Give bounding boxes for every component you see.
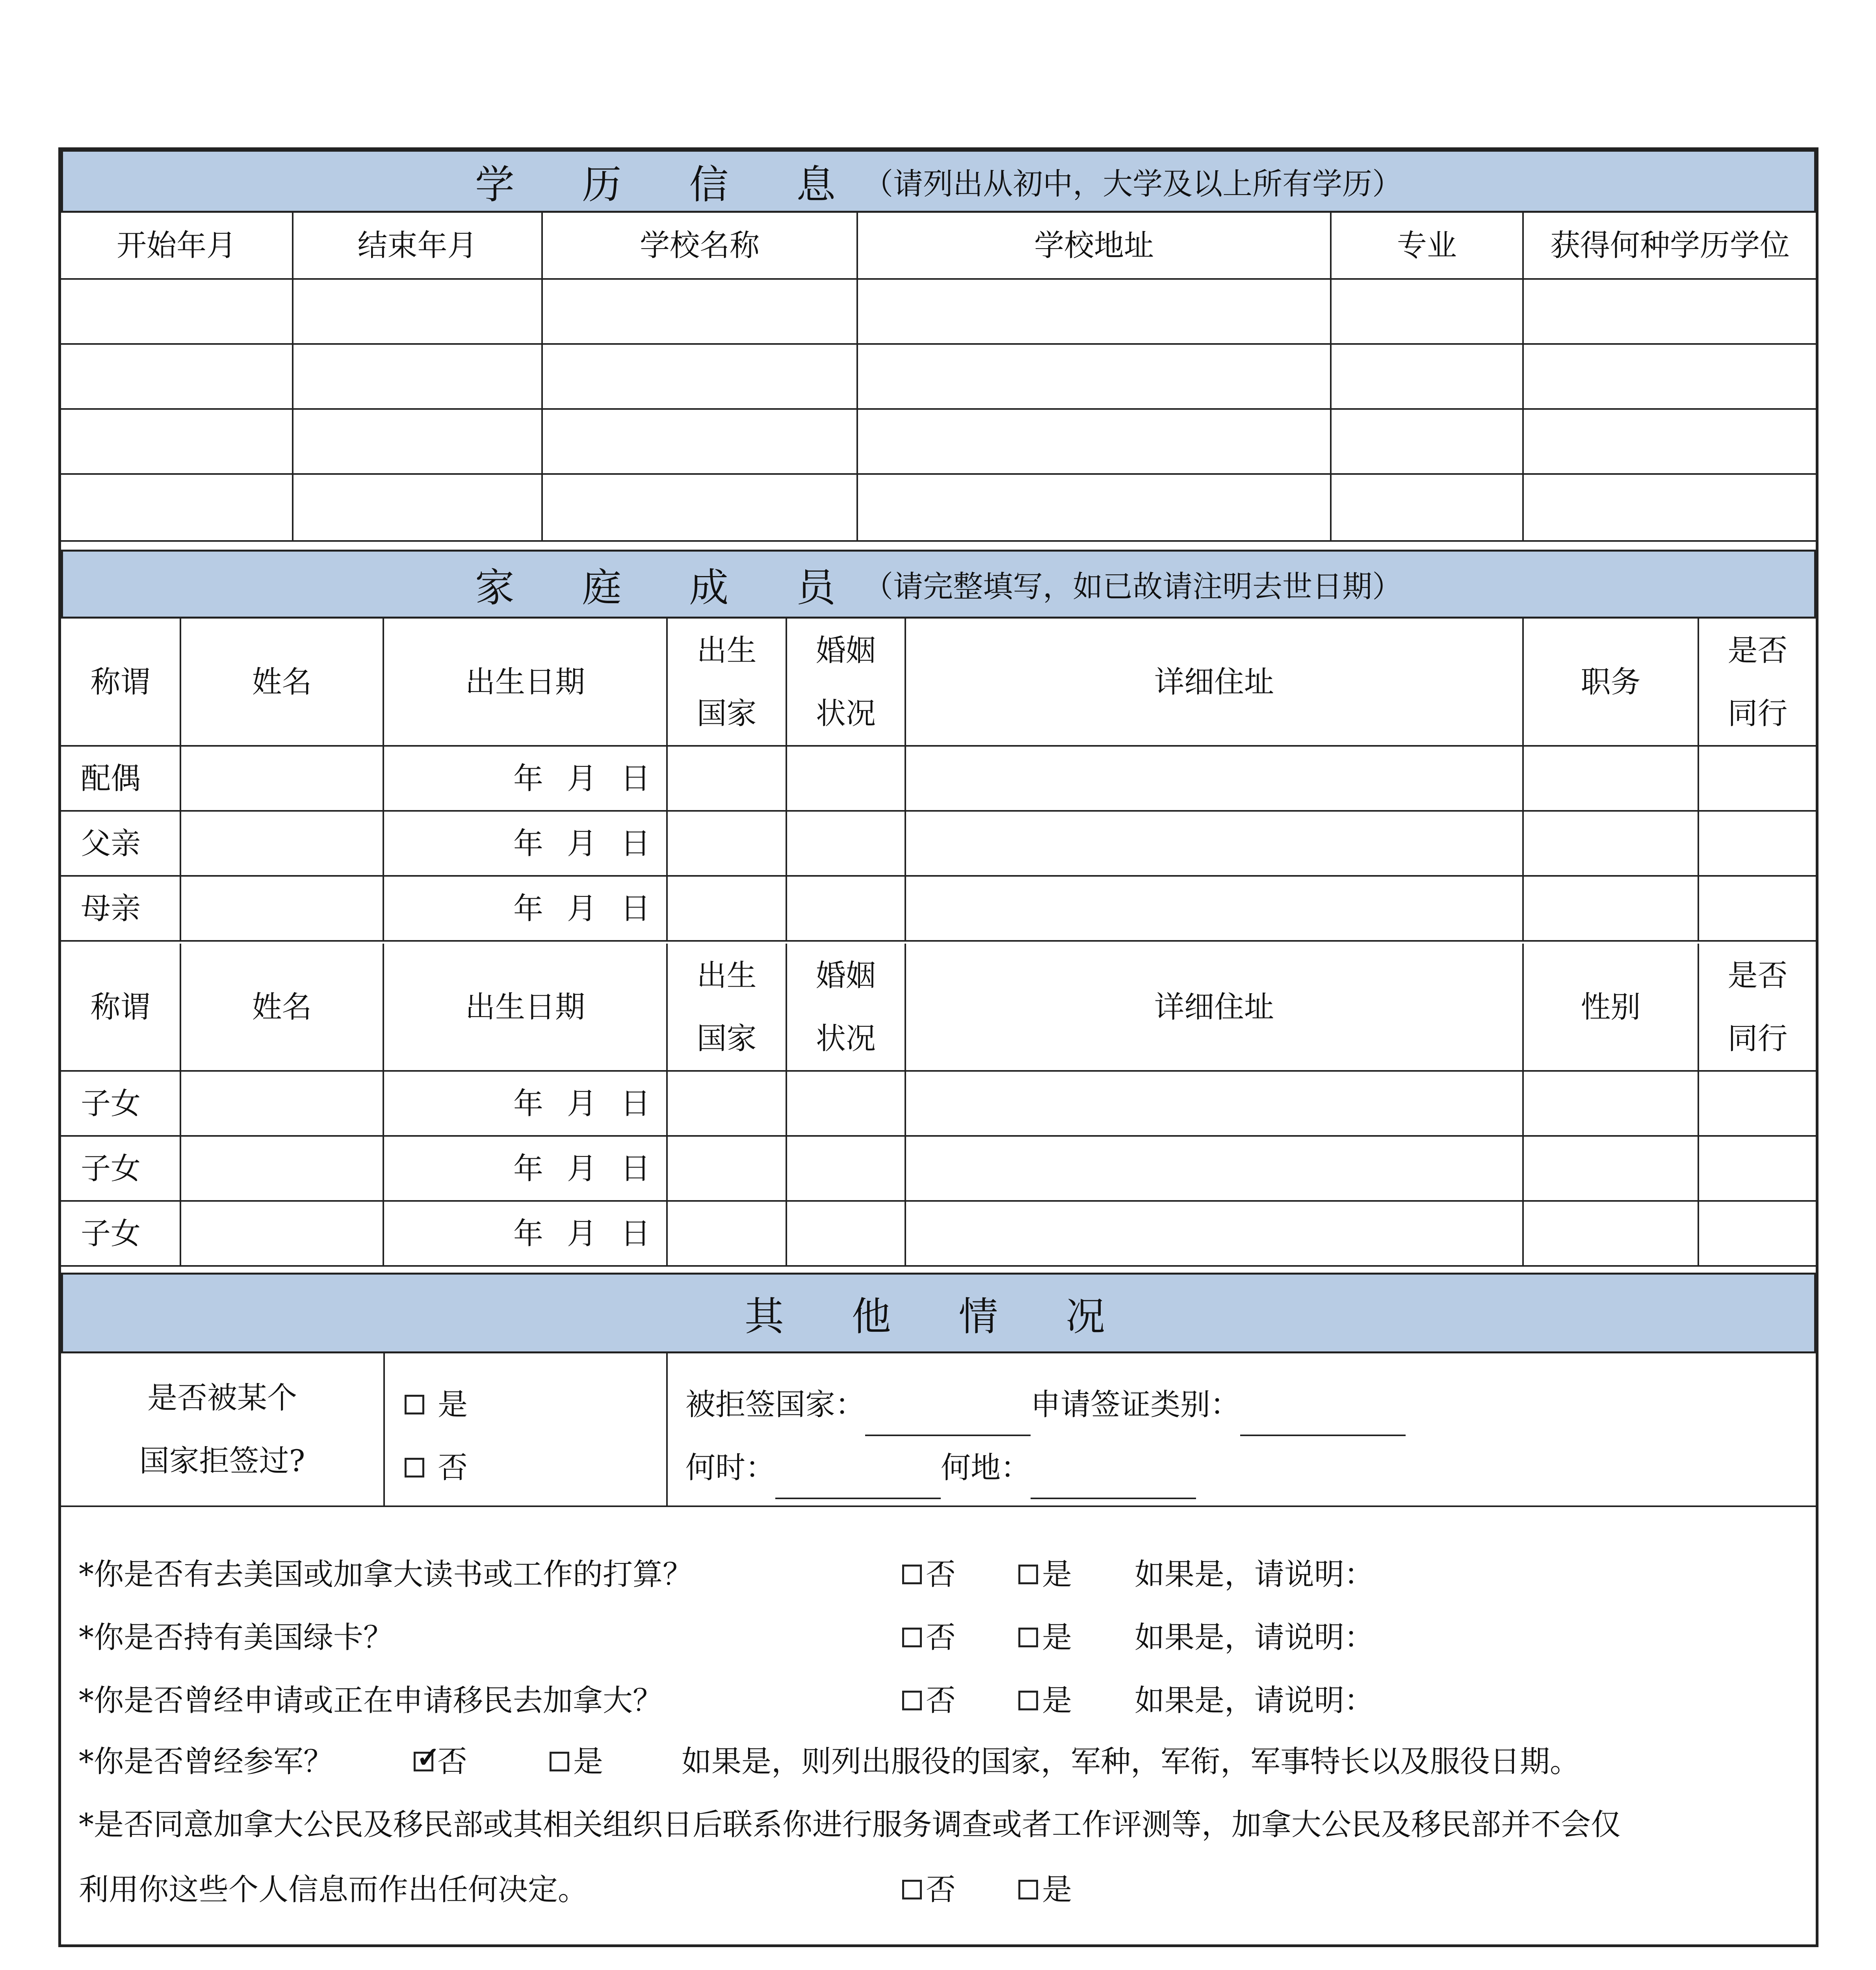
family-relation-label: 子女	[61, 1137, 181, 1202]
education-col-header: 专业	[1332, 213, 1524, 280]
education-cell[interactable]	[543, 345, 858, 410]
question-yes-label: 是	[1042, 1557, 1072, 1592]
education-cell[interactable]	[858, 410, 1332, 475]
education-col-header: 学校名称	[543, 213, 858, 280]
family-dob-cell[interactable]	[384, 1137, 668, 1202]
family-cell[interactable]	[787, 877, 906, 942]
other-section-header	[61, 1273, 1816, 1353]
question-no-checkbox[interactable]	[902, 1691, 922, 1710]
question-text: *你是否曾经申请或正在申请移民去加拿大？	[79, 1683, 663, 1718]
education-section-header	[61, 150, 1816, 213]
family-cell[interactable]	[181, 1202, 384, 1267]
family-cell[interactable]	[787, 747, 906, 812]
family-cell[interactable]	[1524, 812, 1699, 877]
family-cell[interactable]	[668, 1202, 787, 1267]
family-col-header: 详细住址	[906, 619, 1524, 747]
family-col-header-line: 是否	[1727, 632, 1788, 668]
education-cell[interactable]	[543, 280, 858, 345]
education-cell[interactable]	[293, 280, 543, 345]
dob-year-label: 年	[513, 1085, 543, 1121]
family-col-header-line: 状况	[816, 695, 876, 731]
family-cell[interactable]	[181, 747, 384, 812]
military-no-option[interactable]	[414, 1738, 467, 1780]
question-explain: 如果是，请说明：	[1135, 1683, 1374, 1718]
refused-question-line1: 是否被某个	[147, 1380, 297, 1415]
family-cell[interactable]	[668, 877, 787, 942]
family-dob-cell[interactable]	[384, 812, 668, 877]
family-col-header	[1699, 944, 1816, 1072]
question-yes-option[interactable]	[1018, 1676, 1072, 1719]
family-cell[interactable]	[787, 1072, 906, 1137]
dob-month-label: 月	[567, 1215, 597, 1251]
military-explain-text: 如果是，则列出服役的国家，军种，军衔，军事特长以及服役日期。	[682, 1744, 1580, 1779]
education-cell[interactable]	[1524, 475, 1816, 542]
family-cell[interactable]	[906, 877, 1524, 942]
dob-year-label: 年	[513, 1150, 543, 1186]
military-yes-label: 是	[573, 1744, 603, 1779]
where-field[interactable]	[1031, 1474, 1196, 1499]
visa-type-label: 申请签证类别：	[1031, 1387, 1240, 1422]
family-cell[interactable]	[1699, 1202, 1816, 1267]
consent-no-label: 否	[926, 1872, 956, 1907]
family-col-header-line: 出生	[697, 632, 757, 668]
consent-text-2: 利用你这些个人信息而作出任何决定。	[79, 1872, 588, 1907]
question-yes-label: 是	[1042, 1683, 1072, 1718]
dob-day-label: 日	[620, 1215, 650, 1251]
family-dob-cell[interactable]	[384, 1202, 668, 1267]
refused-yes-checkbox[interactable]	[405, 1395, 424, 1414]
education-cell[interactable]	[1332, 280, 1524, 345]
family-cell[interactable]	[906, 1072, 1524, 1137]
refused-question-cell	[61, 1353, 385, 1507]
dob-day-label: 日	[620, 825, 650, 861]
family-col-header: 性别	[1524, 944, 1699, 1072]
military-yes-option[interactable]	[550, 1738, 603, 1780]
visa-type-field[interactable]	[1240, 1411, 1406, 1436]
question-explain: 如果是，请说明：	[1135, 1557, 1374, 1592]
education-cell[interactable]	[543, 475, 858, 542]
family-dob-cell[interactable]	[384, 747, 668, 812]
dob-day-label: 日	[620, 760, 650, 796]
education-cell[interactable]	[858, 475, 1332, 542]
question-no-option[interactable]	[902, 1676, 956, 1719]
family-cell[interactable]	[1524, 877, 1699, 942]
education-cell[interactable]	[293, 475, 543, 542]
education-cell[interactable]	[1332, 475, 1524, 542]
education-cell[interactable]	[61, 475, 293, 542]
refused-no-option[interactable]	[405, 1436, 666, 1499]
where-label: 何地：	[941, 1450, 1031, 1485]
consent-line2	[79, 1866, 588, 1909]
education-cell[interactable]	[293, 410, 543, 475]
family-cell[interactable]	[906, 1137, 1524, 1202]
dob-month-label: 月	[567, 1085, 597, 1121]
question-no-option[interactable]	[902, 1550, 956, 1593]
family-cell[interactable]	[181, 877, 384, 942]
dob-year-label: 年	[513, 825, 543, 861]
military-question-text: *你是否曾经参军？	[79, 1744, 333, 1779]
family-col-header-line: 国家	[697, 695, 757, 731]
family-cell[interactable]	[787, 812, 906, 877]
family-note: （请完整填写，如已故请注明去世日期）	[863, 569, 1402, 604]
family-col-header: 职务	[1524, 619, 1699, 747]
family-col-header: 姓名	[181, 619, 384, 747]
family-col-header	[787, 944, 906, 1072]
dob-day-label: 日	[620, 1150, 650, 1186]
family-cell[interactable]	[1699, 1072, 1816, 1137]
other-title: 其 他 情 况	[744, 1293, 1133, 1340]
question-yes-checkbox[interactable]	[1018, 1691, 1038, 1710]
family-col-header-line: 国家	[697, 1020, 757, 1056]
family-col-header	[668, 619, 787, 747]
family-cell[interactable]	[1524, 747, 1699, 812]
education-cell[interactable]	[1332, 410, 1524, 475]
family-cell[interactable]	[668, 812, 787, 877]
education-cell[interactable]	[858, 345, 1332, 410]
when-label: 何时：	[685, 1450, 775, 1485]
family-section-header	[61, 550, 1816, 619]
family-dob-cell[interactable]	[384, 877, 668, 942]
family-cell[interactable]	[668, 1137, 787, 1202]
education-col-header: 结束年月	[293, 213, 543, 280]
question-explain: 如果是，请说明：	[1135, 1620, 1374, 1655]
refused-country-field[interactable]	[865, 1411, 1031, 1436]
dob-month-label: 月	[567, 760, 597, 796]
family-cell[interactable]	[1524, 1072, 1699, 1137]
education-col-header: 开始年月	[61, 213, 293, 280]
military-no-label: 否	[437, 1744, 467, 1779]
family-cell[interactable]	[1699, 877, 1816, 942]
consent-text-1: *是否同意加拿大公民及移民部或其相关组织日后联系你进行服务调查或者工作评测等，加拿大公民及移民部并不会仅	[79, 1807, 1621, 1842]
family-col-header-line: 出生	[697, 957, 757, 993]
family-col-header-line: 状况	[816, 1020, 876, 1056]
question-text: *你是否持有美国绿卡？	[79, 1620, 393, 1655]
consent-no-option[interactable]	[902, 1866, 956, 1909]
education-col-header: 获得何种学历学位	[1524, 213, 1816, 280]
education-cell[interactable]	[1524, 345, 1816, 410]
education-note: （请列出从初中，大学及以上所有学历）	[863, 166, 1402, 201]
family-cell[interactable]	[906, 747, 1524, 812]
education-cell[interactable]	[1524, 280, 1816, 345]
family-col-header: 姓名	[181, 944, 384, 1072]
family-cell[interactable]	[1699, 1137, 1816, 1202]
education-cell[interactable]	[61, 345, 293, 410]
family-col-header: 出生日期	[384, 944, 668, 1072]
refused-details-cell	[668, 1353, 1816, 1507]
family-col-header-line: 是否	[1727, 957, 1788, 993]
question-yes-label: 是	[1042, 1620, 1072, 1655]
family-cell[interactable]	[668, 1072, 787, 1137]
education-cell[interactable]	[858, 280, 1332, 345]
question-yes-option[interactable]	[1018, 1613, 1072, 1656]
family-cell[interactable]	[1699, 812, 1816, 877]
education-cell[interactable]	[1524, 410, 1816, 475]
family-cell[interactable]	[1699, 747, 1816, 812]
refused-no-checkbox[interactable]	[405, 1458, 424, 1478]
family-title: 家 庭 成 员	[475, 564, 864, 611]
family-col-header-line: 婚姻	[816, 632, 876, 668]
education-cell[interactable]	[543, 410, 858, 475]
family-col-header: 出生日期	[384, 619, 668, 747]
family-relation-label: 父亲	[61, 812, 181, 877]
question-no-label: 否	[926, 1557, 956, 1592]
education-cell[interactable]	[1332, 345, 1524, 410]
education-cell[interactable]	[61, 280, 293, 345]
family-cell[interactable]	[906, 812, 1524, 877]
family-relation-label: 子女	[61, 1202, 181, 1267]
family-cell[interactable]	[181, 812, 384, 877]
consent-yes-checkbox[interactable]	[1018, 1880, 1038, 1899]
dob-month-label: 月	[567, 825, 597, 861]
family-col-header	[1699, 619, 1816, 747]
dob-year-label: 年	[513, 1215, 543, 1251]
consent-line1	[79, 1801, 1621, 1844]
military-question	[79, 1738, 333, 1780]
family-col-header-line: 同行	[1727, 695, 1788, 731]
dob-month-label: 月	[567, 1150, 597, 1186]
education-col-header: 学校地址	[858, 213, 1332, 280]
refused-choice-cell	[385, 1353, 668, 1507]
question-no-checkbox[interactable]	[902, 1628, 922, 1647]
question-yes-option[interactable]	[1018, 1550, 1072, 1593]
family-col-header: 详细住址	[906, 944, 1524, 1072]
family-col-header-line: 同行	[1727, 1020, 1788, 1056]
family-relation-label: 子女	[61, 1072, 181, 1137]
refused-country-label: 被拒签国家：	[685, 1387, 865, 1422]
family-cell[interactable]	[787, 1202, 906, 1267]
question-yes-checkbox[interactable]	[1018, 1628, 1038, 1647]
refused-yes-label: 是	[438, 1387, 468, 1422]
family-dob-cell[interactable]	[384, 1072, 668, 1137]
question-no-label: 否	[926, 1620, 956, 1655]
family-cell[interactable]	[181, 1072, 384, 1137]
family-col-header	[787, 619, 906, 747]
question-no-checkbox[interactable]	[902, 1565, 922, 1584]
when-field[interactable]	[775, 1474, 941, 1499]
education-title: 学 历 信 息	[475, 162, 864, 208]
refused-no-label: 否	[438, 1450, 468, 1485]
family-col-header: 称谓	[61, 619, 181, 747]
question-text: *你是否有去美国或加拿大读书或工作的打算？	[79, 1557, 693, 1592]
consent-yes-label: 是	[1042, 1872, 1072, 1907]
family-cell[interactable]	[906, 1202, 1524, 1267]
family-col-header	[668, 944, 787, 1072]
question-no-label: 否	[926, 1683, 956, 1718]
question-no-option[interactable]	[902, 1613, 956, 1656]
dob-day-label: 日	[620, 1085, 650, 1121]
family-cell[interactable]	[668, 747, 787, 812]
education-cell[interactable]	[61, 410, 293, 475]
dob-day-label: 日	[620, 890, 650, 926]
family-col-header: 称谓	[61, 944, 181, 1072]
military-yes-checkbox[interactable]	[550, 1752, 569, 1771]
dob-year-label: 年	[513, 890, 543, 926]
consent-yes-option[interactable]	[1018, 1866, 1072, 1909]
education-cell[interactable]	[293, 345, 543, 410]
family-cell[interactable]	[787, 1137, 906, 1202]
military-no-checkbox[interactable]	[414, 1752, 433, 1771]
family-cell[interactable]	[1524, 1137, 1699, 1202]
family-cell[interactable]	[1524, 1202, 1699, 1267]
dob-year-label: 年	[513, 760, 543, 796]
consent-no-checkbox[interactable]	[902, 1880, 922, 1899]
family-cell[interactable]	[181, 1137, 384, 1202]
question-yes-checkbox[interactable]	[1018, 1565, 1038, 1584]
family-col-header-line: 婚姻	[816, 957, 876, 993]
family-relation-label: 配偶	[61, 747, 181, 812]
family-relation-label: 母亲	[61, 877, 181, 942]
refused-question-line2: 国家拒签过?	[139, 1443, 305, 1478]
military-explain	[682, 1738, 1580, 1780]
refused-yes-option[interactable]	[405, 1373, 666, 1436]
dob-month-label: 月	[567, 890, 597, 926]
